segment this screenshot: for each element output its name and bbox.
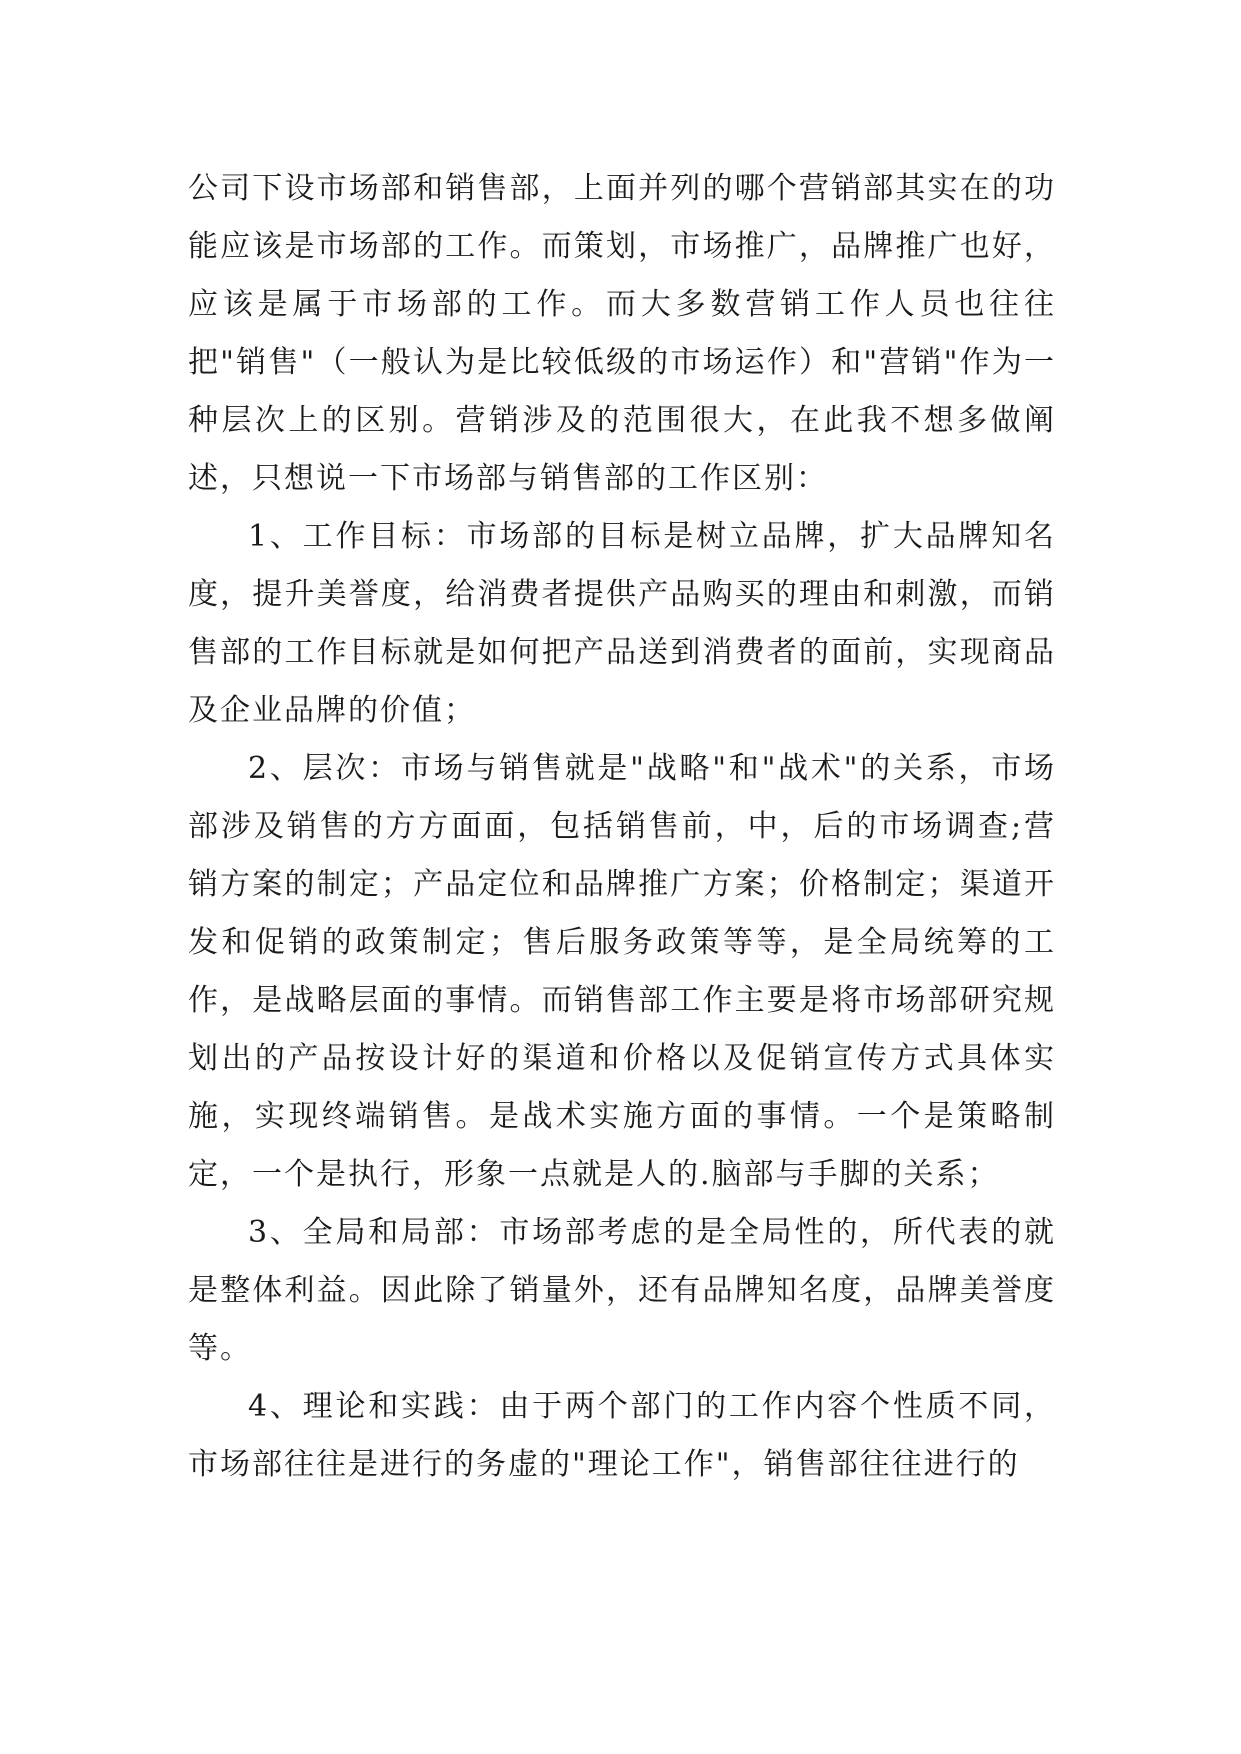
paragraph-level: 2、层次：市场与销售就是"战略"和"战术"的关系，市场部涉及销售的方方面面，包括销售前，中，后的市场调查;营销方案的制定；产品定位和品牌推广方案；价格制定；渠道开发和促销的政策制定；售后服务政策等等，是全局统筹的工作，是战略层面的事情。而销售部工作主要是将市场部研究规划出的产品按设计好的渠道和价格以及促销宣传方式具体实施，实现终端销售。是战术实施方面的事情。一个是策略制定，一个是执行，形象一点就是人的.脑部与手脚的关系； (188, 751, 1056, 1192)
paragraph-overall-and-local: 3、全局和局部：市场部考虑的是全局性的，所代表的就是整体利益。因此除了销量外，还有品牌知名度，品牌美誉度等。 (188, 1215, 1056, 1366)
document-body (188, 160, 1056, 1494)
paragraph-work-goal: 1、工作目标：市场部的目标是树立品牌，扩大品牌知名度，提升美誉度，给消费者提供产品购买的理由和刺激，而销售部的工作目标就是如何把产品送到消费者的面前，实现商品及企业品牌的价值； (188, 519, 1056, 728)
paragraph-theory-and-practice: 4、理论和实践：由于两个部门的工作内容个性质不同，市场部往往是进行的务虚的"理论工作"，销售部往往进行的 (188, 1389, 1056, 1482)
paragraph-intro: 公司下设市场部和销售部，上面并列的哪个营销部其实在的功能应该是市场部的工作。而策划，市场推广，品牌推广也好，应该是属于市场部的工作。而大多数营销工作人员也往往把"销售"（一般认为是比较低级的市场运作）和"营销"作为一种层次上的区别。营销涉及的范围很大，在此我不想多做阐述，只想说一下市场部与销售部的工作区别： (188, 171, 1056, 496)
